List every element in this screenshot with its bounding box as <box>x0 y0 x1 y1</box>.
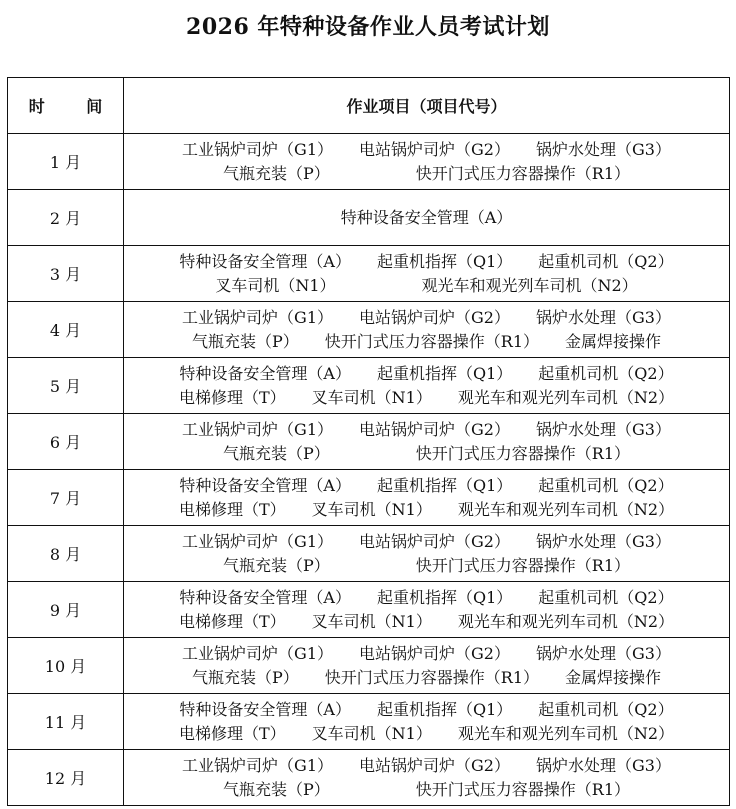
exam-item: 快开门式压力容器操作（R1） <box>324 331 539 351</box>
items-line <box>124 386 729 410</box>
exam-item: 电梯修理（T） <box>178 611 286 631</box>
items-line <box>124 138 729 162</box>
items-line <box>124 474 729 498</box>
exam-item: 电站锅炉司炉（G2） <box>359 139 510 159</box>
items-line <box>124 206 729 230</box>
exam-items-cell <box>124 302 730 358</box>
exam-item: 起重机指挥（Q1） <box>376 251 513 271</box>
exam-item: 起重机指挥（Q1） <box>376 587 513 607</box>
items-line <box>124 722 729 746</box>
exam-items-cell <box>124 358 730 414</box>
document-title: 2026 年特种设备作业人员考试计划 <box>186 14 550 40</box>
items-line <box>124 666 729 690</box>
exam-item: 观光车和观光列车司机（N2） <box>457 499 675 519</box>
exam-items-cell <box>124 190 730 246</box>
exam-item: 观光车和观光列车司机（N2） <box>457 723 675 743</box>
header-items: 作业项目（项目代号） <box>124 78 730 134</box>
exam-item: 气瓶充装（P） <box>222 443 330 463</box>
table-row <box>8 582 730 638</box>
exam-item: 气瓶充装（P） <box>191 331 299 351</box>
exam-item: 观光车和观光列车司机（N2） <box>457 611 675 631</box>
exam-item: 特种设备安全管理（A） <box>179 475 351 495</box>
month-cell: 1 月 <box>8 134 124 190</box>
items-line <box>124 530 729 554</box>
exam-item: 气瓶充装（P） <box>191 667 299 687</box>
items-line <box>124 274 729 298</box>
items-line <box>124 754 729 778</box>
table-body <box>8 134 730 806</box>
exam-item: 起重机司机（Q2） <box>538 475 674 495</box>
exam-item: 工业锅炉司炉（G1） <box>182 643 334 663</box>
exam-item: 电梯修理（T） <box>178 723 286 743</box>
exam-item: 特种设备安全管理（A） <box>179 251 351 271</box>
month-cell: 8 月 <box>8 526 124 582</box>
exam-item: 锅炉水处理（G3） <box>535 139 671 159</box>
exam-item: 快开门式压力容器操作（R1） <box>415 443 630 463</box>
items-line <box>124 554 729 578</box>
exam-item: 电梯修理（T） <box>178 499 286 519</box>
exam-item: 快开门式压力容器操作（R1） <box>415 555 630 575</box>
exam-item: 工业锅炉司炉（G1） <box>182 531 334 551</box>
exam-item: 叉车司机（N1） <box>311 611 432 631</box>
month-cell: 11 月 <box>8 694 124 750</box>
exam-item: 电站锅炉司炉（G2） <box>359 419 510 439</box>
table-row <box>8 246 730 302</box>
month-cell: 6 月 <box>8 414 124 470</box>
table-row <box>8 470 730 526</box>
exam-items-cell <box>124 638 730 694</box>
exam-items-cell <box>124 470 730 526</box>
table-row <box>8 302 730 358</box>
table-row <box>8 414 730 470</box>
exam-item: 电站锅炉司炉（G2） <box>359 307 510 327</box>
exam-item: 特种设备安全管理（A） <box>179 363 351 383</box>
month-cell: 10 月 <box>8 638 124 694</box>
exam-item: 起重机司机（Q2） <box>538 587 674 607</box>
header-time: 时 间 <box>8 78 124 134</box>
items-line <box>124 698 729 722</box>
exam-item: 起重机指挥（Q1） <box>376 475 513 495</box>
items-line <box>124 330 729 354</box>
exam-item: 气瓶充装（P） <box>222 779 330 799</box>
exam-item: 电站锅炉司炉（G2） <box>359 531 510 551</box>
exam-item: 叉车司机（N1） <box>215 275 336 295</box>
exam-item: 金属焊接操作 <box>565 331 662 351</box>
exam-item: 观光车和观光列车司机（N2） <box>421 275 638 295</box>
month-cell: 9 月 <box>8 582 124 638</box>
items-line <box>124 498 729 522</box>
exam-item: 快开门式压力容器操作（R1） <box>324 667 539 687</box>
exam-item: 叉车司机（N1） <box>311 499 432 519</box>
exam-item: 电梯修理（T） <box>178 387 286 407</box>
exam-item: 电站锅炉司炉（G2） <box>359 755 510 775</box>
exam-item: 气瓶充装（P） <box>222 163 330 183</box>
items-line <box>124 610 729 634</box>
exam-item: 起重机司机（Q2） <box>538 699 674 719</box>
exam-items-cell <box>124 526 730 582</box>
exam-item: 观光车和观光列车司机（N2） <box>457 387 675 407</box>
month-cell: 7 月 <box>8 470 124 526</box>
table-row <box>8 638 730 694</box>
table-header-row <box>8 78 730 134</box>
exam-items-cell <box>124 750 730 806</box>
exam-item: 快开门式压力容器操作（R1） <box>415 163 630 183</box>
month-cell: 3 月 <box>8 246 124 302</box>
month-cell: 4 月 <box>8 302 124 358</box>
items-line <box>124 250 729 274</box>
exam-item: 金属焊接操作 <box>565 667 662 687</box>
exam-item: 起重机司机（Q2） <box>538 363 674 383</box>
items-line <box>124 442 729 466</box>
exam-item: 特种设备安全管理（A） <box>179 587 351 607</box>
exam-item: 起重机指挥（Q1） <box>376 699 513 719</box>
items-line <box>124 362 729 386</box>
items-line <box>124 306 729 330</box>
exam-items-cell <box>124 134 730 190</box>
table-row <box>8 358 730 414</box>
month-cell: 5 月 <box>8 358 124 414</box>
exam-item: 锅炉水处理（G3） <box>535 755 671 775</box>
items-line <box>124 586 729 610</box>
exam-item: 气瓶充装（P） <box>222 555 330 575</box>
table-row <box>8 190 730 246</box>
exam-item: 起重机指挥（Q1） <box>376 363 513 383</box>
exam-items-cell <box>124 246 730 302</box>
exam-item: 工业锅炉司炉（G1） <box>182 419 334 439</box>
items-line <box>124 162 729 186</box>
exam-item: 叉车司机（N1） <box>311 387 432 407</box>
exam-item: 工业锅炉司炉（G1） <box>182 755 334 775</box>
items-line <box>124 778 729 802</box>
exam-item: 叉车司机（N1） <box>311 723 432 743</box>
exam-item: 锅炉水处理（G3） <box>535 419 671 439</box>
exam-item: 特种设备安全管理（A） <box>340 207 513 227</box>
exam-item: 工业锅炉司炉（G1） <box>182 139 334 159</box>
exam-item: 锅炉水处理（G3） <box>535 531 671 551</box>
exam-item: 锅炉水处理（G3） <box>535 643 671 663</box>
table-row <box>8 526 730 582</box>
month-cell: 12 月 <box>8 750 124 806</box>
table-row <box>8 750 730 806</box>
exam-item: 快开门式压力容器操作（R1） <box>415 779 630 799</box>
exam-items-cell <box>124 582 730 638</box>
exam-items-cell <box>124 694 730 750</box>
exam-items-cell <box>124 414 730 470</box>
table-row <box>8 694 730 750</box>
exam-item: 起重机司机（Q2） <box>538 251 674 271</box>
exam-schedule-table <box>7 77 730 806</box>
items-line <box>124 418 729 442</box>
table-row <box>8 134 730 190</box>
exam-item: 电站锅炉司炉（G2） <box>359 643 510 663</box>
exam-item: 锅炉水处理（G3） <box>535 307 671 327</box>
exam-item: 特种设备安全管理（A） <box>179 699 351 719</box>
items-line <box>124 642 729 666</box>
month-cell: 2 月 <box>8 190 124 246</box>
exam-item: 工业锅炉司炉（G1） <box>182 307 334 327</box>
